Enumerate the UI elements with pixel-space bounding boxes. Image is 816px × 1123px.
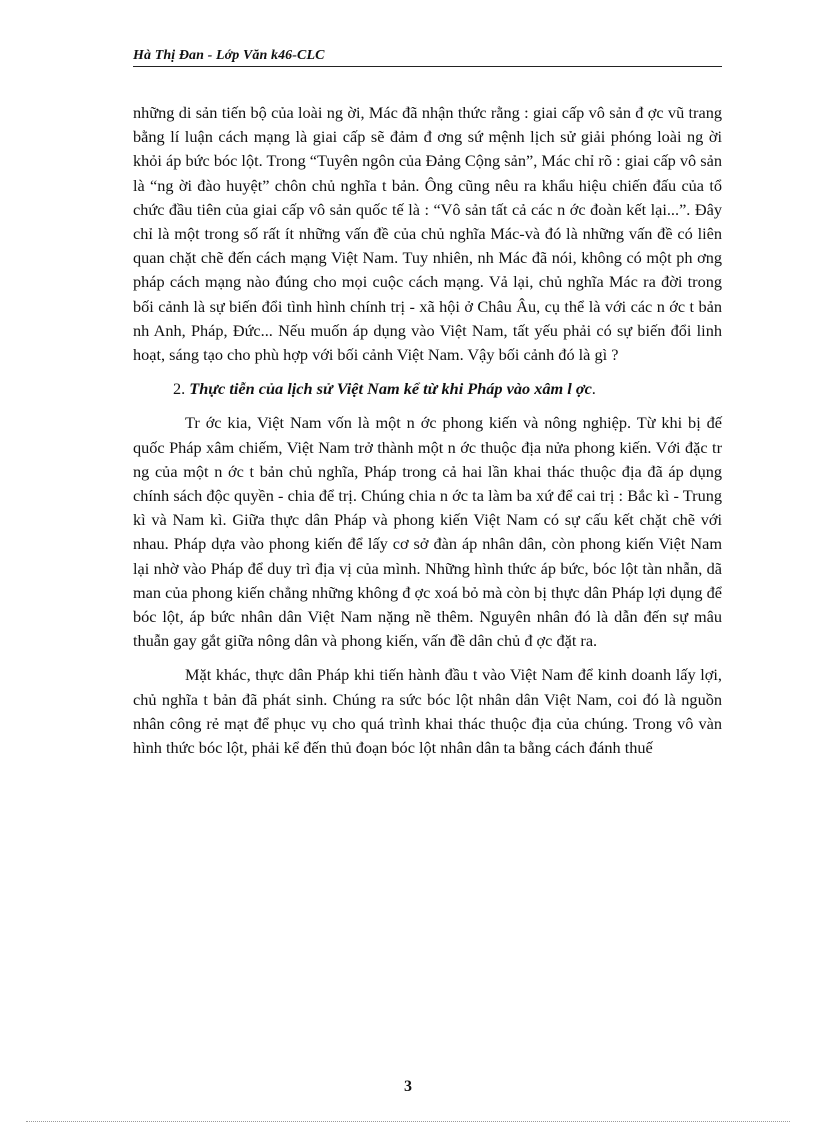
- body-paragraph: Tr ớc kia, Việt Nam vốn là một n ớc phong kiến và nông nghiệp. Từ khi bị đế quốc Pháp xâm chiếm, Việt Nam trở thành một n ớc thuộc địa nửa phong kiến. Với đặc tr ng của một n ớc t bản chủ nghĩa, Pháp trong cả hai lần khai thác thuộc địa đã áp dụng chính sách độc quyền - chia để trị. Chúng chia n ớc ta làm ba xứ để cai trị : Bắc kì - Trung kì và Nam kì. Giữa thực dân Pháp và phong kiến Việt Nam có sự cấu kết chặt chẽ với nhau. Pháp dựa vào phong kiến để lấy cơ sở đàn áp nhân dân, còn phong kiến Việt Nam lại nhờ vào Pháp để duy trì địa vị của mình. Những hình thức áp bức, bóc lột tàn nhẫn, dã man của phong kiến chẳng những không đ ợc xoá bỏ mà còn bị thực dân Pháp lợi dụng để bóc lột, áp bức nhân dân Việt Nam nặng nề thêm. Nguyên nhân đó là dẫn đến sự mâu thuẫn gay gắt giữa nông dân và phong kiến, vấn đề dân chủ đ ợc đặt ra.: [133, 413, 722, 651]
- section-title: Thực tiễn của lịch sử Việt Nam kể từ khi Pháp vào xâm l ợc: [189, 379, 592, 399]
- body-paragraph: Mặt khác, thực dân Pháp khi tiến hành đầu t vào Việt Nam để kinh doanh lấy lợi, chủ nghĩa t bản đã phát sinh. Chúng ra sức bóc lột nhân dân Việt Nam, coi đó là nguồn nhân công rẻ mạt để phục vụ cho quá trình khai thác thuộc địa của chúng. Trong vô vàn hình thức bóc lột, phải kể đến thủ đoạn bóc lột nhân dân ta bằng cách đánh thuế: [133, 665, 722, 758]
- section-heading-period: .: [591, 379, 596, 399]
- section-heading: [133, 377, 722, 401]
- page-bottom-divider: [26, 1121, 790, 1122]
- document-body: [133, 101, 722, 760]
- page-number: 3: [404, 1078, 412, 1095]
- section-number: 2.: [173, 379, 190, 399]
- page-header: Hà Thị Đan - Lớp Văn k46-CLC: [133, 48, 722, 67]
- body-paragraph: những di sản tiến bộ của loài ng ời, Mác đã nhận thức rằng : giai cấp vô sản đ ợc vũ trang bằng lí luận cách mạng là giai cấp sẽ đảm đ ơng sứ mệnh lịch sử giải phóng loài ng ời khỏi áp bức bóc lột. Trong “Tuyên ngôn của Đảng Cộng sản”, Mác chỉ rõ : giai cấp vô sản là “ng ời đào huyệt” chôn chủ nghĩa t bản. Ông cũng nêu ra khẩu hiệu chiến đấu của tổ chức đầu tiên của giai cấp vô sản quốc tế là : “Vô sản tất cả các n ớc đoàn kết lại...”. Đây chỉ là một trong số rất ít những vấn đề của chủ nghĩa Mác-và đó là những vấn đề có liên quan chặt chẽ đến cách mạng Việt Nam. Tuy nhiên, nh Mác đã nói, không có một ph ơng pháp cách mạng nào đúng cho mọi cuộc cách mạng. Vả lại, chủ nghĩa Mác ra đời trong bối cảnh là sự biến đổi tình hình chính trị - xã hội ở Châu Âu, cụ thể là với các n ớc t bản nh Anh, Pháp, Đức... Nếu muốn áp dụng vào Việt Nam, tất yếu phải có sự biến đổi linh hoạt, sáng tạo cho phù hợp với bối cảnh Việt Nam. Vậy bối cảnh đó là gì ?: [133, 103, 722, 365]
